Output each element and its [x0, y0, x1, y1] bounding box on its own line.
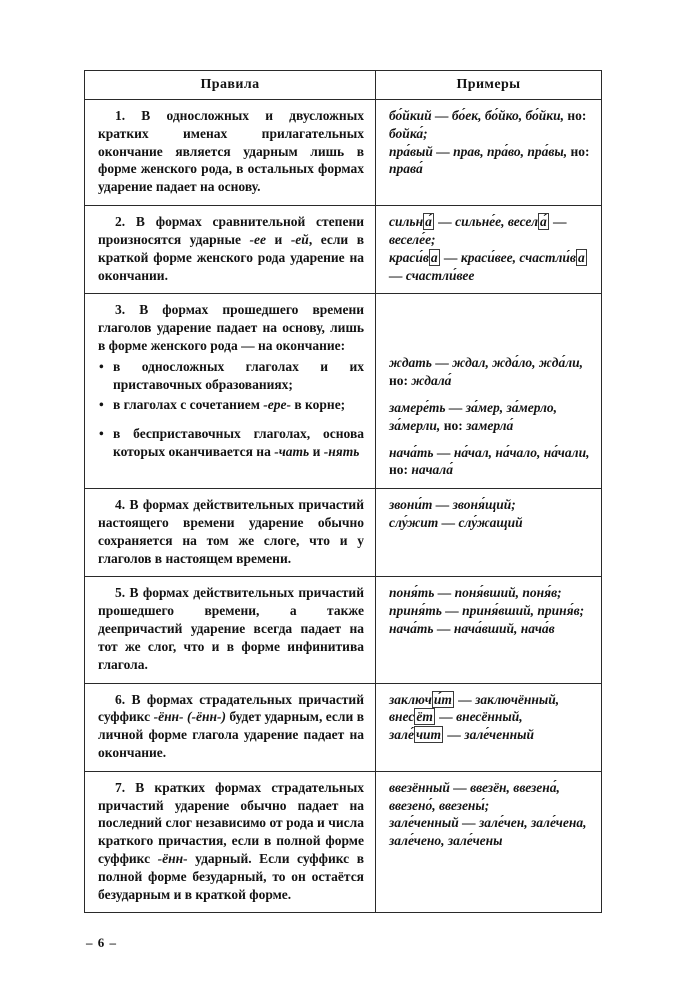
text-segment: поня́ть — поня́вший, поня́в; приня́ть — приня́вший, приня́в; нача́ть — нача́вший, нача́в [389, 585, 585, 637]
text-segment: зале́ченный — зале́чен, зале́чена, зале́чено, зале́чены [389, 815, 587, 849]
example-cell-5 [376, 577, 602, 683]
text-segment: — счастли́вее [389, 267, 475, 283]
text-segment: замере́ть — за́мер, за́мерло, за́мерли, [389, 399, 558, 433]
example-cell-4 [376, 489, 602, 577]
rule-text [98, 496, 364, 567]
text-segment: — зале́ченный [444, 727, 534, 743]
text-segment: но: [570, 143, 590, 159]
text-segment: ввезённый — ввезён, ввезена́, ввезено́, ввезены́; [389, 779, 560, 813]
example-paragraph [389, 726, 590, 744]
rule-cell-1 [85, 100, 376, 206]
text-segment: бо́йкий — бо́ек, бо́йко, бо́йки, [389, 108, 568, 123]
example-paragraph [389, 399, 590, 435]
text-segment: внес [389, 709, 415, 725]
text-segment: слу́жит — слу́жащий [389, 515, 523, 530]
rule-bullet-item [98, 358, 364, 394]
text-segment: -ее [249, 231, 266, 247]
text-segment: — веселе́е; [389, 214, 567, 247]
rule-row-3 [85, 294, 602, 489]
rule-row-7 [85, 771, 602, 913]
text-segment: но: [389, 462, 409, 478]
rule-cell-7 [85, 771, 376, 913]
text-segment: права́ [389, 161, 423, 177]
example-paragraph [389, 514, 590, 532]
text-segment: но: [443, 417, 463, 433]
text-segment: 6. В формах страдательных причастий суффикс [98, 691, 364, 725]
example-paragraph [389, 249, 590, 285]
text-segment: зале́ [389, 727, 414, 743]
text-segment: нача́ть — на́чал, на́чало, на́чали, [389, 444, 590, 460]
rule-bullet-list [98, 358, 364, 461]
text-segment: — краси́вее, счастли́в [440, 249, 576, 265]
example-cell-1 [376, 100, 602, 206]
boxed-ending: ёт [416, 709, 433, 725]
rule-row-5 [85, 577, 602, 683]
text-segment: — сильне́е, весел [434, 214, 538, 230]
boxed-ending: и́т [433, 691, 452, 707]
example-paragraph [389, 814, 590, 850]
rule-bullet-item [98, 425, 364, 461]
rule-cell-4 [85, 489, 376, 577]
text-segment: -нять [323, 444, 360, 459]
rule-cell-2 [85, 206, 376, 294]
text-segment: -ённ- (-ённ-) [153, 709, 226, 725]
stress-rules-table [84, 70, 602, 913]
rule-bullet-item [98, 396, 364, 414]
text-segment: -чать [274, 444, 310, 459]
text-segment: ударный. Если суффикс в полной форме безударный, то он остаётся безударным и в краткой форме. [98, 851, 364, 902]
rule-row-4 [85, 489, 602, 577]
rule-text [98, 779, 364, 904]
text-segment: звони́т — звоня́щий; [389, 497, 516, 513]
example-paragraph [389, 496, 590, 514]
boxed-ending: а [430, 249, 438, 265]
rule-text [98, 584, 364, 673]
text-segment: 5. В формах действительных причастий прошедшего времени, а также деепричастий ударение всегда падает на тот же слог, что и в форме инфинитива глагола. [98, 585, 364, 672]
text-segment: 3. В формах прошедшего времени глаголов ударение падает на основу, лишь в форме женского рода — на окончание: [98, 302, 364, 353]
text-segment: -ере- [263, 397, 292, 413]
text-segment: в бесприставочных глаголах, основа которых оканчивается на [113, 426, 364, 459]
text-segment: краси́в [389, 249, 429, 265]
text-segment: и [265, 231, 291, 247]
text-segment: будет ударным, если в личной форме глагола ударение падает на окончание. [98, 709, 365, 760]
example-paragraph [389, 213, 590, 249]
text-segment: и [309, 444, 324, 459]
text-segment: ждала́ [408, 373, 452, 389]
example-paragraph [389, 584, 590, 637]
text-segment: 2. В формах сравнительной степени произносятся ударные [98, 214, 364, 247]
column-header-rules: Правила [85, 71, 376, 100]
rule-cell-6 [85, 683, 376, 771]
table-body [85, 100, 602, 913]
example-paragraph [389, 691, 590, 709]
example-paragraph [389, 354, 590, 390]
text-segment: 7. В кратких формах страдательных причастий ударение обычно падает на последний слог независимо от рода и числа краткого причастия, если в полной форме суффикс [98, 779, 364, 866]
text-segment: , если в краткой форме женского рода ударение на окончании. [98, 231, 365, 283]
rule-text [98, 301, 364, 354]
rule-row-2 [85, 206, 602, 294]
example-paragraph [389, 143, 590, 179]
example-cell-7 [376, 771, 602, 913]
page-number: – 6 – [86, 935, 117, 951]
example-cell-2 [376, 206, 602, 294]
text-segment: бойка́; [389, 125, 428, 141]
text-segment: заключ [389, 691, 432, 707]
rule-text [98, 213, 364, 284]
example-paragraph [389, 444, 590, 480]
text-segment: в односложных глаголах и их приставочных образованиях; [113, 358, 364, 392]
text-segment: в корне; [291, 397, 346, 413]
text-segment: — внесённый, [435, 709, 523, 725]
rule-cell-5 [85, 577, 376, 683]
text-segment: но: [567, 108, 587, 123]
text-segment: сильн [389, 214, 424, 230]
example-paragraph [389, 107, 590, 143]
text-segment: пра́вый — прав, пра́во, пра́вы, [389, 143, 571, 159]
table-header-row [85, 71, 602, 100]
example-paragraph [389, 779, 590, 815]
text-segment: -ённ- [157, 851, 188, 866]
text-segment: ждать — ждал, жда́ло, жда́ли, [389, 355, 584, 371]
rule-row-6 [85, 683, 602, 771]
text-segment: 1. В односложных и двусложных кратких именах прилагательных окончание является ударным лишь в форме женского рода, в остальных формах ударение падает на основу. [98, 108, 364, 195]
column-header-examples: Примеры [376, 71, 602, 100]
boxed-ending: а́ [425, 214, 432, 230]
rule-row-1 [85, 100, 602, 206]
example-paragraph [389, 708, 590, 726]
rule-text [98, 107, 364, 196]
rule-cell-3 [85, 294, 376, 489]
text-segment: -ей [290, 231, 309, 247]
boxed-ending: чит [415, 727, 442, 743]
text-segment: начала́ [408, 462, 453, 478]
text-segment: замерла́ [462, 417, 514, 433]
text-segment: 4. В формах действительных причастий настоящего времени ударение обычно сохраняется на том же слоге, что и у глаголов в настоящем времени. [98, 497, 364, 566]
text-segment: — заключённый, [454, 691, 560, 707]
boxed-ending: а́ [540, 214, 547, 230]
example-cell-3 [376, 294, 602, 489]
example-cell-6 [376, 683, 602, 771]
boxed-ending: а [577, 249, 585, 265]
text-segment: в глаголах с сочетанием [113, 397, 264, 413]
rule-text [98, 691, 364, 762]
text-segment: но: [389, 373, 409, 389]
